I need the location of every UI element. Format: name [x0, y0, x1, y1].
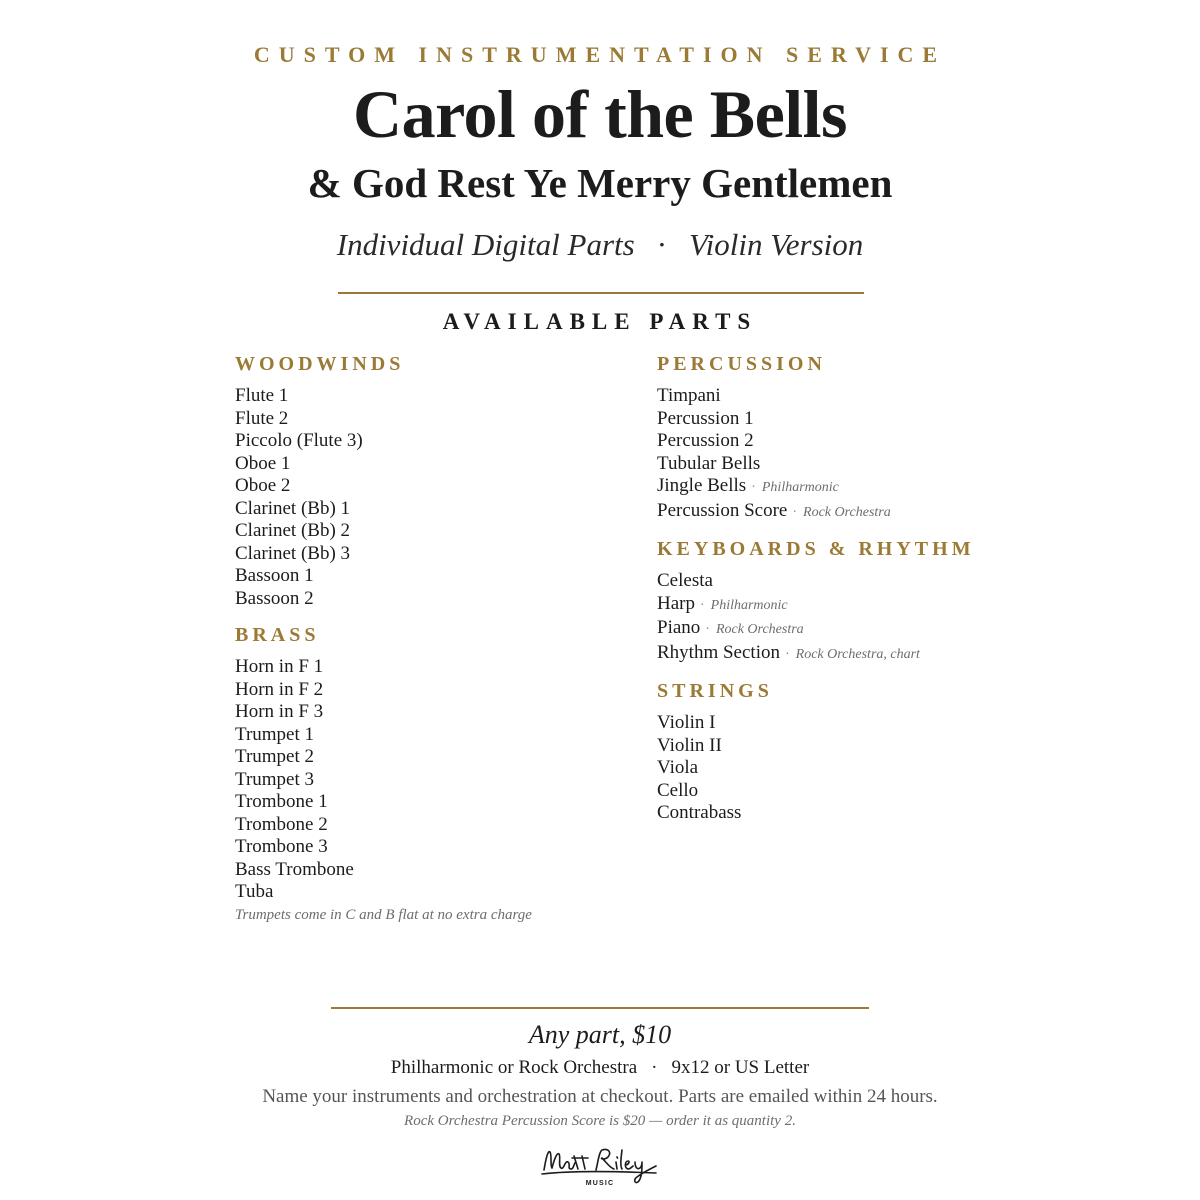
section-brass — [235, 622, 655, 926]
part-note — [787, 505, 890, 520]
price-line: Any part, $10 — [528, 1020, 672, 1049]
part-item — [235, 588, 655, 611]
note-separator: · — [699, 597, 705, 613]
part-item — [235, 881, 655, 904]
part-item — [657, 570, 1037, 593]
part-name: Bassoon 1 — [235, 565, 314, 586]
part-item — [657, 780, 1037, 803]
part-note-text: Philharmonic — [761, 480, 839, 495]
options-separator: · — [651, 1057, 658, 1078]
part-name: Flute 1 — [235, 385, 289, 406]
part-note — [700, 622, 803, 637]
part-item — [235, 565, 655, 588]
part-name: Contrabass — [657, 802, 742, 823]
section-strings — [657, 678, 1037, 825]
part-item — [657, 735, 1037, 758]
part-note — [695, 598, 788, 613]
tagline-separator: · — [656, 227, 668, 262]
part-name: Piano — [657, 617, 701, 638]
svg-text:MUSIC: MUSIC — [585, 1180, 615, 1187]
part-item — [235, 453, 655, 476]
part-name: Clarinet (Bb) 1 — [235, 497, 351, 519]
page-subtitle: & God Rest Ye Merry Gentlemen — [307, 160, 893, 206]
options-line — [0, 1056, 1200, 1080]
part-name: Tubular Bells — [657, 452, 761, 474]
section-title-strings: STRINGS — [657, 680, 773, 702]
part-name: Trumpet 2 — [235, 746, 315, 767]
tagline-format: Individual Digital Parts — [336, 227, 635, 262]
part-name: Horn in F 1 — [235, 656, 324, 677]
part-item — [657, 617, 1037, 642]
tagline-version: Violin Version — [689, 227, 864, 262]
part-name: Percussion 1 — [657, 407, 754, 429]
eyebrow-heading: CUSTOM INSTRUMENTATION SERVICE — [253, 42, 947, 67]
part-item — [235, 656, 655, 679]
keyboards-list — [657, 570, 1037, 666]
part-item — [235, 408, 655, 431]
divider-bottom — [331, 1007, 869, 1009]
divider-top — [338, 292, 864, 294]
part-item — [657, 408, 1037, 431]
note-separator: · — [751, 480, 756, 495]
part-note-text: Philharmonic — [710, 597, 788, 613]
part-name: Flute 2 — [235, 407, 289, 429]
part-name: Clarinet (Bb) 2 — [235, 520, 351, 541]
part-item — [235, 701, 655, 724]
matt-riley-music-logo — [538, 1140, 662, 1194]
paper-options: 9x12 or US Letter — [671, 1057, 810, 1078]
note-separator: · — [705, 622, 710, 637]
part-item — [235, 679, 655, 702]
section-title-keyboards: KEYBOARDS & RHYTHM — [657, 538, 975, 560]
part-item — [657, 500, 1037, 525]
part-item — [235, 859, 655, 882]
part-name: Jingle Bells — [657, 475, 747, 496]
part-item — [657, 712, 1037, 735]
parts-column-right — [657, 351, 1037, 825]
part-item — [657, 757, 1037, 780]
part-item — [235, 475, 655, 498]
part-name: Oboe 2 — [235, 475, 291, 496]
woodwinds-list — [235, 385, 655, 610]
part-name: Rhythm Section — [657, 641, 780, 663]
part-item — [657, 593, 1037, 618]
section-woodwinds — [235, 351, 655, 610]
brass-footnote: Trumpets come in C and B flat at no extra charge — [235, 906, 532, 923]
part-item — [657, 802, 1037, 825]
part-name: Horn in F 3 — [235, 701, 324, 722]
part-name: Percussion 2 — [657, 430, 754, 451]
part-name: Celesta — [657, 570, 713, 591]
part-name: Trombone 3 — [235, 836, 328, 857]
part-name: Oboe 1 — [235, 452, 291, 474]
part-item — [235, 724, 655, 747]
part-note-text: Rock Orchestra — [803, 504, 891, 520]
section-keyboards — [657, 536, 1037, 666]
strings-list — [657, 712, 1037, 825]
part-item — [235, 498, 655, 521]
part-item — [235, 430, 655, 453]
part-name: Piccolo (Flute 3) — [235, 430, 363, 451]
part-name: Timpani — [657, 385, 721, 406]
part-item — [235, 769, 655, 792]
part-item — [235, 385, 655, 408]
page-title: Carol of the Bells — [352, 76, 848, 152]
parts-column-left — [235, 351, 655, 926]
part-name: Trombone 2 — [235, 813, 328, 835]
part-item — [235, 791, 655, 814]
part-item — [235, 520, 655, 543]
part-name: Bassoon 2 — [235, 587, 314, 609]
part-name: Violin I — [657, 712, 716, 733]
part-note — [746, 480, 839, 495]
brass-list — [235, 656, 655, 904]
part-item — [657, 475, 1037, 500]
part-name: Harp — [657, 592, 695, 614]
note-separator: · — [792, 504, 798, 520]
part-item — [657, 430, 1037, 453]
checkout-instructions: Name your instruments and orchestration at checkout. Parts are emailed within 24 hours. — [262, 1086, 938, 1107]
part-item — [235, 836, 655, 859]
percussion-list — [657, 385, 1037, 524]
part-item — [657, 453, 1037, 476]
part-name: Clarinet (Bb) 3 — [235, 542, 351, 564]
part-note-text: Rock Orchestra — [715, 622, 804, 637]
pricing-note: Rock Orchestra Percussion Score is $20 — order it as quantity 2. — [404, 1113, 796, 1129]
part-name: Viola — [657, 757, 699, 778]
note-separator: · — [784, 646, 790, 662]
section-title-brass: BRASS — [235, 624, 320, 646]
part-name: Violin II — [657, 734, 722, 756]
part-item — [235, 746, 655, 769]
tagline — [0, 227, 1200, 263]
part-item — [657, 385, 1037, 408]
available-parts-heading: AVAILABLE PARTS — [442, 309, 758, 334]
part-item — [235, 814, 655, 837]
part-name: Tuba — [235, 881, 274, 902]
part-name: Cello — [657, 779, 699, 801]
part-name: Bass Trombone — [235, 858, 354, 880]
part-item — [235, 543, 655, 566]
part-name: Trumpet 3 — [235, 768, 315, 790]
part-name: Horn in F 2 — [235, 678, 324, 700]
part-name: Percussion Score — [657, 499, 788, 521]
section-title-percussion: PERCUSSION — [657, 353, 826, 375]
part-note-text: Rock Orchestra, chart — [795, 646, 920, 662]
part-item — [657, 642, 1037, 667]
section-percussion — [657, 351, 1037, 524]
section-title-woodwinds: WOODWINDS — [235, 353, 405, 375]
part-name: Trumpet 1 — [235, 723, 315, 745]
part-name: Trombone 1 — [235, 791, 328, 812]
part-note — [780, 647, 920, 662]
orchestration-options: Philharmonic or Rock Orchestra — [390, 1057, 638, 1078]
